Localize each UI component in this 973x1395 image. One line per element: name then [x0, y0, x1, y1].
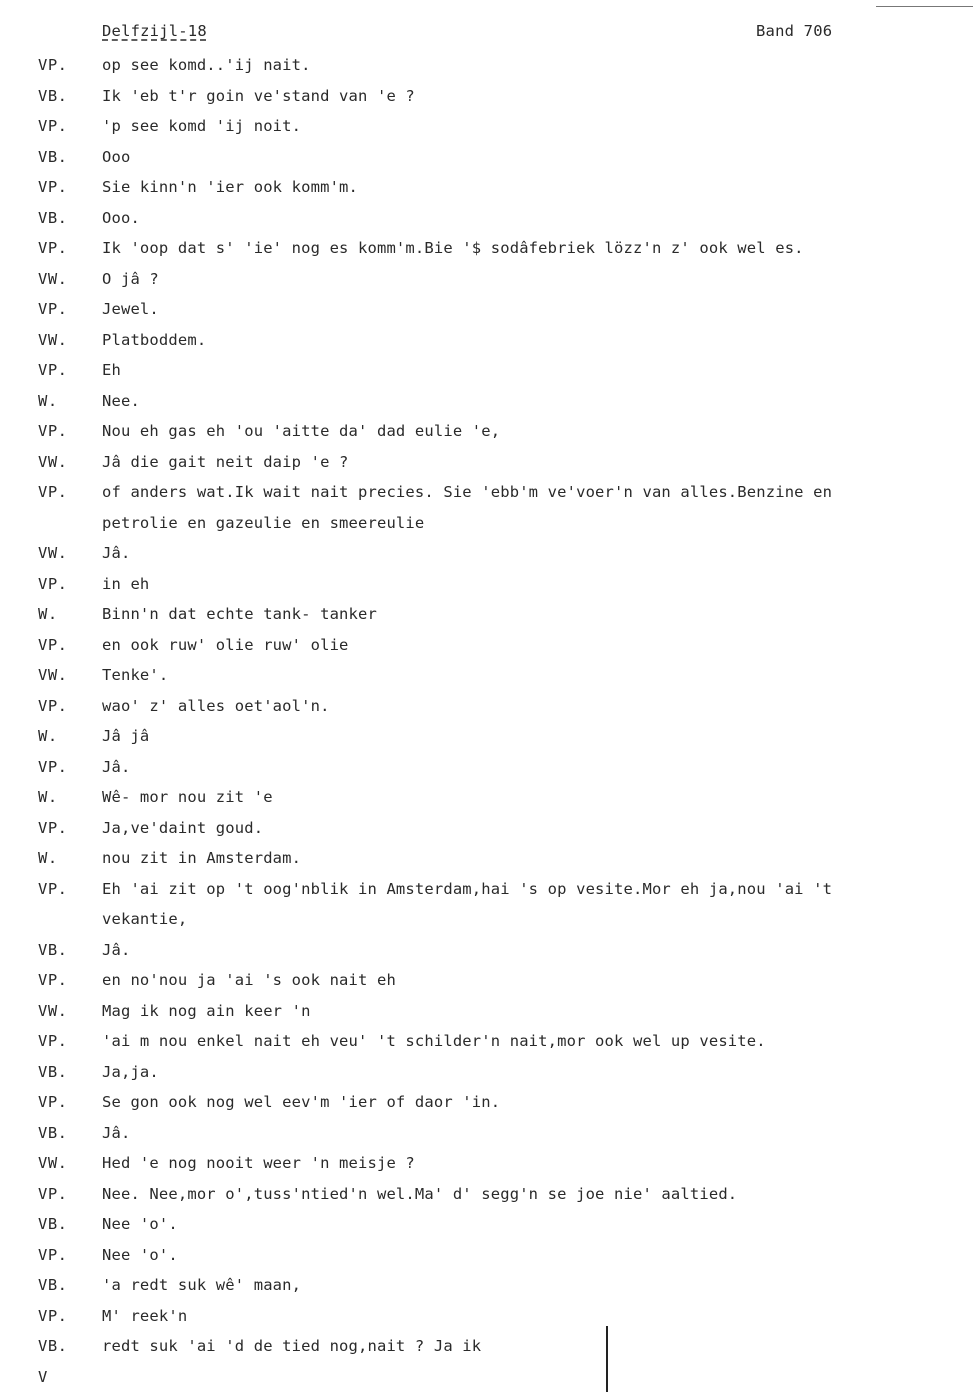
utterance-text: 'ai m nou enkel nait eh veu' 't schilder'n nait,mor ook wel up vesite.: [102, 1032, 766, 1050]
utterance-text: Eh: [102, 361, 121, 379]
transcript-line: [0, 416, 973, 447]
utterance-text: Platboddem.: [102, 330, 207, 349]
utterance-text: Mag ik nog ain keer 'n: [102, 1001, 311, 1020]
speaker-label: VB.: [38, 940, 68, 959]
speaker-label: VP.: [38, 574, 68, 593]
speaker-label: VP.: [38, 635, 68, 654]
speaker-label: VP.: [38, 1245, 68, 1264]
band-label: Band 706: [756, 22, 833, 40]
utterance-text: Binn'n dat echte tank- tanker: [102, 605, 377, 623]
speaker-label: W.: [38, 605, 58, 623]
utterance-text: Wê- mor nou zit 'e: [102, 788, 273, 806]
speaker-label: VP.: [38, 757, 68, 776]
transcript-line: [0, 630, 973, 661]
speaker-label: VP.: [38, 56, 68, 74]
utterance-text: Jâ.: [102, 757, 131, 776]
transcript-line: [0, 1087, 973, 1118]
transcript-line: [0, 782, 973, 813]
transcript-line: [0, 1026, 973, 1057]
utterance-text: petrolie en gazeulie en smeereulie: [102, 513, 425, 532]
utterance-text: op see komd..'ij nait.: [102, 56, 311, 74]
transcript-line: [0, 111, 973, 142]
transcript-line: [0, 1118, 973, 1149]
speaker-label: VP.: [38, 361, 68, 379]
transcript-line: [0, 1362, 973, 1393]
document-title: Delfzijl-18: [102, 22, 207, 40]
transcript-line: [0, 935, 973, 966]
utterance-text: M' reek'n: [102, 1306, 188, 1325]
speaker-label: VP.: [38, 696, 68, 715]
utterance-text: in eh: [102, 574, 150, 593]
utterance-text: Nee 'o'.: [102, 1215, 178, 1233]
speaker-label: VW.: [38, 269, 68, 288]
top-edge-rule: [876, 6, 973, 7]
transcript-line: [0, 721, 973, 752]
utterance-text: Jâ.: [102, 544, 131, 562]
speaker-label: VB.: [38, 1123, 68, 1142]
transcript-line: [0, 355, 973, 386]
speaker-label: VB.: [38, 86, 68, 105]
transcript-line: [0, 477, 973, 508]
speaker-label: W.: [38, 849, 58, 867]
transcript-line: [0, 386, 973, 417]
transcript-line: [0, 294, 973, 325]
transcript-line: [0, 172, 973, 203]
speaker-label: VP.: [38, 879, 68, 898]
speaker-label: VP.: [38, 1093, 68, 1111]
transcript-line: [0, 874, 973, 905]
speaker-label: VP.: [38, 422, 68, 440]
utterance-text: Jâ.: [102, 1123, 131, 1142]
utterance-text: wao' z' alles oet'aol'n.: [102, 696, 330, 715]
speaker-label: VW.: [38, 544, 68, 562]
utterance-text: Ooo.: [102, 208, 140, 227]
transcript-line: [0, 233, 973, 264]
speaker-label: VB.: [38, 147, 68, 166]
transcript-line: [0, 447, 973, 478]
transcript-line: [0, 660, 973, 691]
transcript-line: [0, 996, 973, 1027]
speaker-label: W.: [38, 727, 58, 745]
transcript-line: [0, 1301, 973, 1332]
utterance-text: en ook ruw' olie ruw' olie: [102, 635, 349, 654]
speaker-label: VB.: [38, 1276, 68, 1294]
utterance-text: Hed 'e nog nooit weer 'n meisje ?: [102, 1154, 415, 1172]
transcript-line-continuation: [0, 904, 973, 935]
transcript-line: [0, 599, 973, 630]
speaker-label: V: [38, 1367, 48, 1386]
transcript-line: [0, 142, 973, 173]
speaker-label: VB.: [38, 1215, 68, 1233]
speaker-label: VB.: [38, 208, 68, 227]
utterance-text: of anders wat.Ik wait nait precies. Sie 'ebb'm ve'voer'n van alles.Benzine en: [102, 483, 833, 501]
utterance-text: 'a redt suk wê' maan,: [102, 1276, 302, 1294]
utterance-text: Nee 'o'.: [102, 1245, 178, 1264]
speaker-label: VP.: [38, 1306, 68, 1325]
transcript-line: [0, 81, 973, 112]
utterance-text: Jâ.: [102, 940, 131, 959]
utterance-text: 'p see komd 'ij noit.: [102, 117, 302, 135]
transcript-line: [0, 1209, 973, 1240]
speaker-label: VP.: [38, 971, 68, 989]
page-header: [0, 20, 973, 46]
transcript-line: [0, 1240, 973, 1271]
speaker-label: VW.: [38, 452, 68, 471]
utterance-text: Sie kinn'n 'ier ook komm'm.: [102, 178, 359, 196]
transcript-line: [0, 325, 973, 356]
speaker-label: VP.: [38, 1032, 68, 1050]
utterance-text: vekantie,: [102, 910, 188, 928]
utterance-text: nou zit in Amsterdam.: [102, 849, 302, 867]
speaker-label: W.: [38, 788, 58, 806]
utterance-text: Jâ die gait neit daip 'e ?: [102, 452, 349, 471]
transcript-line: [0, 691, 973, 722]
utterance-text: Tenke'.: [102, 666, 169, 684]
utterance-text: Se gon ook nog wel eev'm 'ier of daor 'in.: [102, 1093, 501, 1111]
transcript-line: [0, 752, 973, 783]
speaker-label: W.: [38, 391, 58, 410]
transcript-line: [0, 843, 973, 874]
utterance-text: Ja,ja.: [102, 1062, 159, 1081]
transcript-line: [0, 569, 973, 600]
speaker-label: VP.: [38, 300, 68, 318]
utterance-text: Jewel.: [102, 300, 159, 318]
utterance-text: Ooo: [102, 147, 131, 166]
utterance-text: Ik 'eb t'r goin ve'stand van 'e ?: [102, 86, 415, 105]
transcript-line: [0, 965, 973, 996]
transcript-line: [0, 538, 973, 569]
utterance-text: Nou eh gas eh 'ou 'aitte da' dad eulie 'e,: [102, 422, 501, 440]
utterance-text: redt suk 'ai 'd de tied nog,nait ? Ja ik: [102, 1337, 482, 1355]
margin-mark-line: [606, 1326, 608, 1392]
speaker-label: VW.: [38, 1154, 68, 1172]
speaker-label: VP.: [38, 818, 68, 837]
transcript-line: [0, 1179, 973, 1210]
utterance-text: Nee.: [102, 391, 140, 410]
transcript-line: [0, 1057, 973, 1088]
utterance-text: Ik 'oop dat s' 'ie' nog es komm'm.Bie '$ sodâfebriek lözz'n z' ook wel es.: [102, 239, 804, 257]
speaker-label: VP.: [38, 239, 68, 257]
transcript-body: [0, 50, 973, 1392]
speaker-label: VB.: [38, 1062, 68, 1081]
transcript-line: [0, 1148, 973, 1179]
transcript-line: [0, 203, 973, 234]
utterance-text: Jâ jâ: [102, 727, 150, 745]
speaker-label: VP.: [38, 1184, 68, 1203]
transcript-line: [0, 813, 973, 844]
speaker-label: VB.: [38, 1337, 68, 1355]
utterance-text: Nee. Nee,mor o',tuss'ntied'n wel.Ma' d' segg'n se joe nie' aaltied.: [102, 1184, 738, 1203]
transcript-line-continuation: [0, 508, 973, 539]
speaker-label: VW.: [38, 1001, 68, 1020]
speaker-label: VP.: [38, 117, 68, 135]
speaker-label: VP.: [38, 483, 68, 501]
transcript-line: [0, 1331, 973, 1362]
utterance-text: O jâ ?: [102, 269, 159, 288]
transcript-line: [0, 264, 973, 295]
transcript-line: [0, 1270, 973, 1301]
speaker-label: VP.: [38, 178, 68, 196]
transcript-line: [0, 50, 973, 81]
utterance-text: en no'nou ja 'ai 's ook nait eh: [102, 971, 396, 989]
utterance-text: Ja,ve'daint goud.: [102, 818, 264, 837]
utterance-text: Eh 'ai zit op 't oog'nblik in Amsterdam,hai 's op vesite.Mor eh ja,nou 'ai 't: [102, 879, 833, 898]
speaker-label: VW.: [38, 330, 68, 349]
speaker-label: VW.: [38, 666, 68, 684]
